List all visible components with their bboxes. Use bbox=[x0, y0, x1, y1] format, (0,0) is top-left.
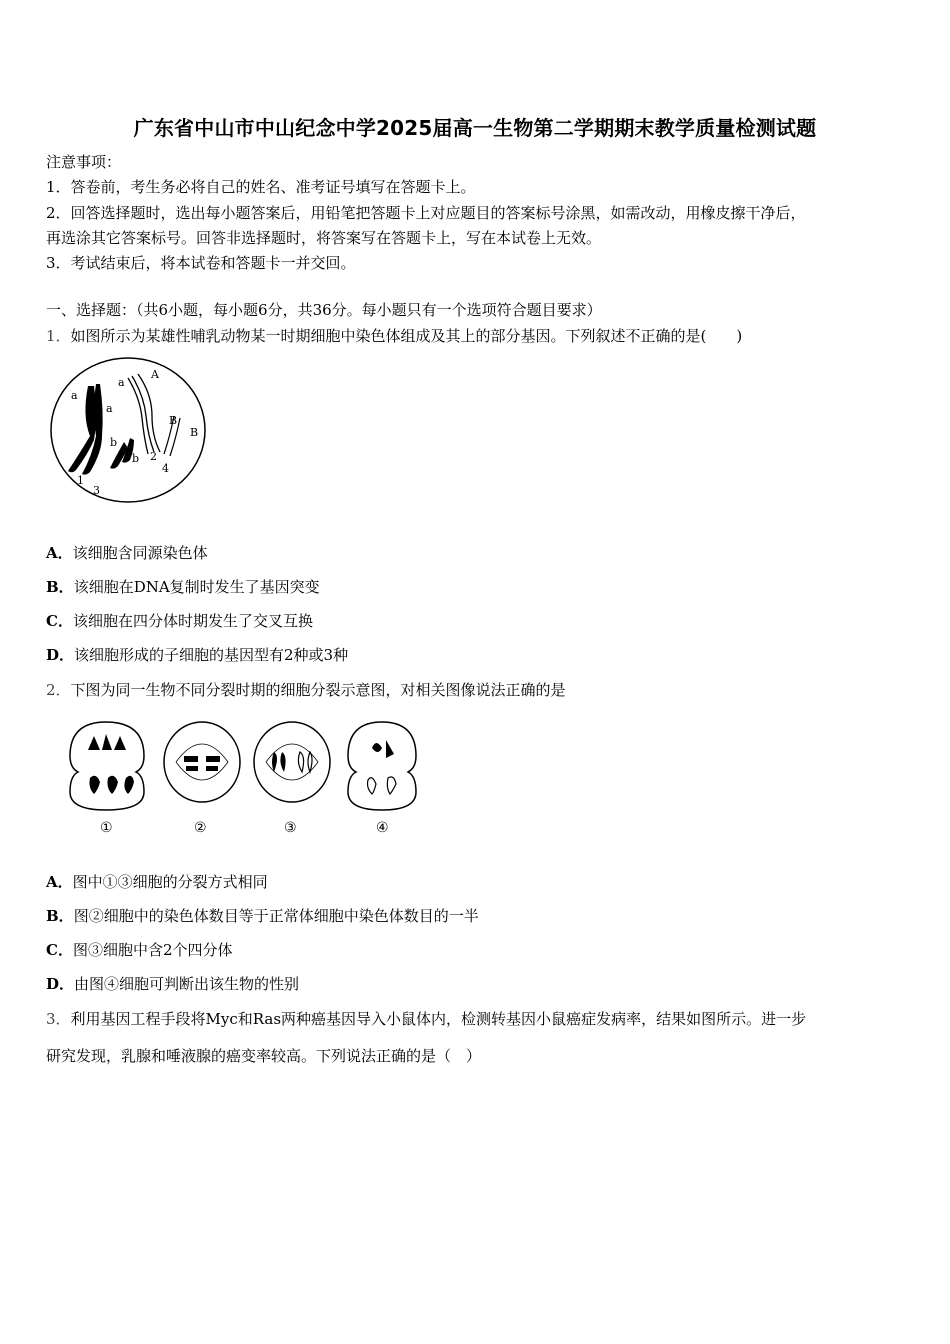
q1-option-b[interactable] bbox=[46, 577, 320, 597]
figure-number: ④ bbox=[376, 820, 389, 836]
option-key: C． bbox=[46, 612, 73, 630]
option-key: D． bbox=[46, 646, 75, 664]
section-heading: 一、选择题：（共6小题，每小题6分，共36分。每小题只有一个选项符合题目要求） bbox=[46, 301, 602, 319]
option-key: A． bbox=[46, 544, 73, 562]
option-text: 该细胞在DNA复制时发生了基因突变 bbox=[73, 578, 320, 596]
figure-number: ③ bbox=[284, 820, 297, 836]
chromosome-number: 4 bbox=[162, 462, 169, 475]
question-number: 3． bbox=[46, 1010, 71, 1028]
notice-item: 1．答卷前，考生务必将自己的姓名、准考证号填写在答题卡上。 bbox=[46, 178, 476, 196]
notice-heading: 注意事项： bbox=[46, 153, 122, 171]
question-number: 2． bbox=[46, 681, 71, 699]
gene-label: a bbox=[106, 402, 113, 415]
gene-label: A bbox=[151, 368, 159, 381]
q2-option-a[interactable] bbox=[46, 872, 268, 892]
notice-item: 3．考试结束后，将本试卷和答题卡一并交回。 bbox=[46, 254, 356, 272]
option-text: 图②细胞中的染色体数目等于正常体细胞中染色体数目的一半 bbox=[73, 907, 479, 925]
chromosome-number: 2 bbox=[150, 450, 157, 463]
option-key: B． bbox=[46, 907, 74, 925]
question-1-stem bbox=[46, 326, 742, 346]
option-key: C． bbox=[46, 941, 73, 959]
option-key: D． bbox=[46, 975, 75, 993]
gene-label: b bbox=[110, 436, 118, 449]
q1-option-d[interactable] bbox=[46, 645, 348, 665]
option-text: 该细胞形成的子细胞的基因型有2种或3种 bbox=[74, 646, 349, 664]
chromosome-number: 1 bbox=[77, 474, 84, 487]
notice-item: 再选涂其它答案标号。回答非选择题时，将答案写在答题卡上，写在本试卷上无效。 bbox=[46, 229, 602, 247]
q2-option-b[interactable] bbox=[46, 906, 479, 926]
cell-division-figure bbox=[66, 716, 426, 840]
gene-label: a bbox=[71, 389, 78, 402]
option-text: 图中①③细胞的分裂方式相同 bbox=[72, 873, 268, 891]
option-text: 该细胞在四分体时期发生了交叉互换 bbox=[72, 612, 313, 630]
gene-label: b bbox=[132, 452, 140, 465]
chromosome-cell-figure bbox=[48, 356, 208, 504]
chromosome-number: 3 bbox=[93, 484, 100, 497]
q2-option-d[interactable] bbox=[46, 974, 299, 994]
question-text: 利用基因工程手段将Myc和Ras两种癌基因导入小鼠体内，检测转基因小鼠癌症发病率，结果如图所示。进一步 bbox=[70, 1010, 807, 1028]
question-text: 下图为同一生物不同分裂时期的细胞分裂示意图，对相关图像说法正确的是 bbox=[70, 681, 566, 699]
gene-label: a bbox=[118, 376, 125, 389]
option-text: 由图④细胞可判断出该生物的性别 bbox=[74, 975, 300, 993]
notice-item: 2．回答选择题时，选出每小题答案后，用铅笔把答题卡上对应题目的答案标号涂黑，如需改动，用橡皮擦干净后， bbox=[46, 204, 806, 222]
question-2-stem bbox=[46, 680, 566, 700]
question-3-stem-cont: 研究发现，乳腺和唾液腺的癌变率较高。下列说法正确的是（ ） bbox=[46, 1047, 482, 1065]
question-3-stem bbox=[46, 1009, 806, 1029]
gene-label: B bbox=[190, 426, 199, 439]
option-key: B． bbox=[46, 578, 74, 596]
figure-number: ① bbox=[100, 820, 113, 836]
question-number: 1． bbox=[46, 327, 71, 345]
option-text: 图③细胞中含2个四分体 bbox=[72, 941, 233, 959]
page-title: 广东省中山市中山纪念中学2025届高一生物第二学期期末教学质量检测试题 bbox=[133, 116, 817, 140]
question-text: 如图所示为某雄性哺乳动物某一时期细胞中染色体组成及其上的部分基因。下列叙述不正确的是( ) bbox=[70, 327, 743, 345]
gene-label: B bbox=[169, 414, 178, 427]
option-key: A． bbox=[46, 873, 73, 891]
q2-option-c[interactable] bbox=[46, 940, 233, 960]
figure-number: ② bbox=[194, 820, 207, 836]
q1-option-c[interactable] bbox=[46, 611, 313, 631]
option-text: 该细胞含同源染色体 bbox=[72, 544, 208, 562]
q1-option-a[interactable] bbox=[46, 543, 208, 563]
